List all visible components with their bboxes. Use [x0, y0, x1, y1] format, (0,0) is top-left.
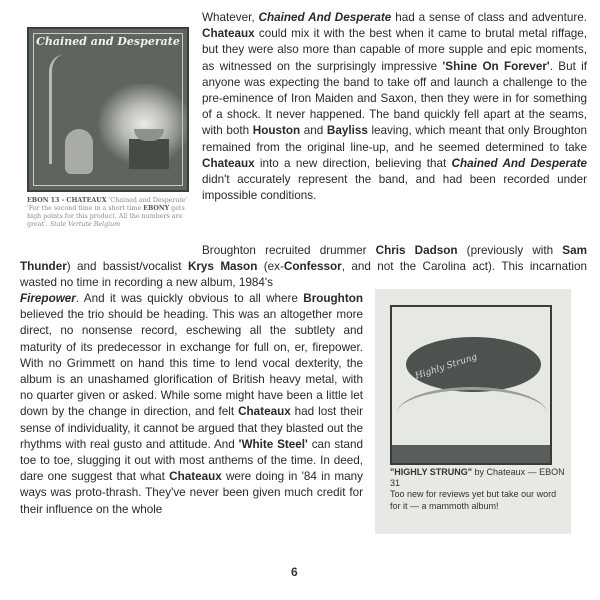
band-name: Chateaux	[202, 27, 255, 41]
page-number: 6	[291, 565, 298, 579]
caption-body: Too new for reviews yet but take our word for it — a mammoth album!	[390, 489, 557, 511]
cover-swirl	[397, 387, 547, 440]
band-name: Chateaux	[169, 470, 222, 484]
band-name: Sam Thunder	[20, 244, 587, 274]
caption-source: Stale Vertute Belgium	[49, 221, 121, 228]
cover-disk	[406, 337, 541, 392]
band-name: Confessor	[283, 260, 342, 274]
person-name: Bayliss	[326, 124, 368, 138]
caption-quote: 'For the second time in a short time	[27, 205, 144, 212]
caption-code: EBON 13 - CHATEAUX	[27, 197, 107, 204]
person-name: Krys Mason	[187, 260, 258, 274]
paragraph-1: Whatever, Chained And Desperate had a sense of class and adventure. Chateaux could mix it with the best when it came to brutal metal riffage, but they were also more than capable of more supple and epic moments, as witnessed on the surprisingly impressive 'Shine On Forever'. But if anyone was expecting the band to take off and launch a challenge to the pre-eminence of Iron Maiden and Saxon, then they were in for something of a shock. It never happened. The band quickly fell apart at the seams, with both Houston and Bayliss leaving, which meant that only Broughton remained from the original line-up, and he seemed determined to take Chateaux into a new direction, believing that Chained And Desperate didn't accurately represent the band, and had been recorded under impossible conditions.	[202, 11, 588, 203]
caption-quote: gets high points for this product. All the numbers are great'.	[27, 205, 185, 228]
highly-strung-cover	[390, 305, 552, 465]
cover-horizon	[392, 445, 550, 463]
cover-script-title: Highly Strung	[414, 352, 479, 382]
person-name: Houston	[252, 124, 301, 138]
album-title: Firepower	[20, 292, 76, 305]
person-name: Chris Dadson	[375, 244, 458, 257]
song-title: 'Shine On Forever'	[442, 59, 550, 73]
paragraph-2-continued: Firepower. And it was quickly obvious to all where Broughton believed the trio should be heading. This was an altogether more direct, no nonsense record, eschewing all the subtlety and maturity of its predecessor in exchange for full on, er, firepower. With no Grimmett on hand this time to lend vocal dexterity, the album is an unashamed glorification of British heavy metal, with no quarter given or asked. While some might have been a little let down by the change in direction, and felt Chateaux had lost their sense of individuality, it cannot be argued that they blasted out the rhythms with real gusto and attitude. And 'White Steel' can stand toe to toe, slugging it out with most anthems of the time. In deed, dare one suggest that what Chateaux were doing in '84 in many ways was proto-thrash. They've never been given much credit for their influence on the whole	[20, 292, 364, 516]
album-title: Chained And Desperate	[258, 11, 392, 24]
figure2-caption	[390, 467, 565, 512]
chained-and-desperate-cover	[27, 27, 189, 192]
cover-seated-figure	[65, 129, 93, 174]
caption-brand: EBONY	[143, 205, 170, 212]
band-name: Chateaux	[202, 156, 255, 170]
song-title: 'White Steel'	[238, 437, 308, 451]
caption-title: 'Chained and Desperate'	[108, 197, 188, 204]
cover-arch	[49, 54, 66, 164]
person-name: Broughton	[303, 292, 363, 305]
caption-catalog: by Chateaux — EBON 31	[390, 467, 565, 489]
cover-altar	[129, 139, 169, 169]
paragraph-2: Broughton recruited drummer Chris Dadson (previously with Sam Thunder) and bassist/vocalist Krys Mason (ex-Confessor, and not the Carolina act). This incarnation wasted no time in recording a new album, 1984's	[20, 244, 587, 290]
album-title: Chained And Desperate	[451, 156, 587, 170]
caption-title: "HIGHLY STRUNG"	[390, 467, 473, 477]
band-name: Chateaux	[238, 405, 291, 419]
figure1-caption	[27, 197, 195, 229]
cover-title: Chained and Desperate	[36, 35, 180, 48]
